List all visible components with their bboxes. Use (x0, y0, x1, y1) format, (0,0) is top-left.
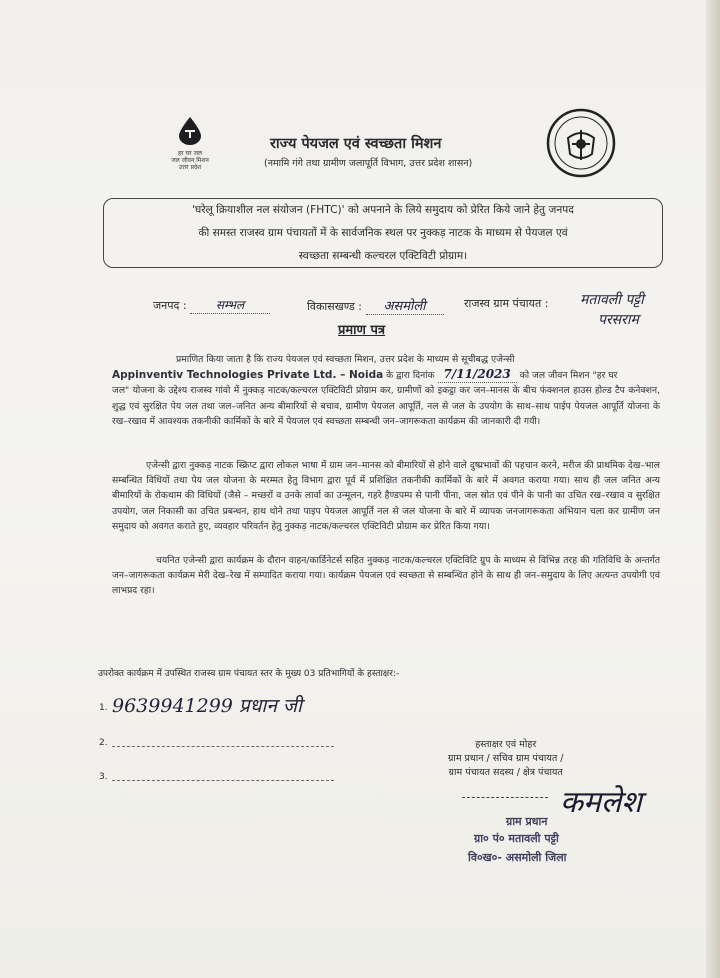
sign-designation-block (448, 738, 564, 780)
paragraph-3: चयनित एजेन्सी द्वारा कार्यक्रम के दौरान वाहन/कार्डिनेटर्स सहित नुक्कड़ नाटक/कल्चरल एक्टिविटि ग्रुप के माध्यम से विभिन्न तरह की गतिविधि के अन्तर्गत जन–जागरूकता कार्यक्रम मेरी देख–रेख में सम्पादित कराया गया। कार्यक्रम पेयजल एवं स्वच्छता से सम्बन्धित होने के साथ ही जन–समुदाय के लिए अत्यन्त उपयोगी एवं लाभप्रद रहा। (112, 555, 660, 597)
signature-2-line (112, 746, 334, 747)
panchayat-field (464, 296, 548, 311)
paragraph-1 (112, 352, 660, 429)
para1-line1: प्रमाणित किया जाता है कि राज्य पेयजल एवं स्वच्छता मिशन, उत्तर प्रदेश के माध्यम से सूचीबद्ध एजेन्सी (176, 354, 515, 365)
program-line-1: 'घरेलू क्रियाशील नल संयोजन (FHTC)' को अपनाने के लिये समुदाय को प्रेरित किये जाने हेतु जनपद (192, 204, 574, 216)
after-date-text: को जल जीवन मिशन "हर घर (519, 370, 618, 382)
date-prefix: के द्वारा दिनांक (386, 370, 435, 382)
vikaskhand-label: विकासखण्ड : (307, 300, 363, 313)
program-date: 7/11/2023 (438, 367, 517, 383)
program-title-box (103, 198, 663, 268)
signature-1: 9639941299 प्रधान जी (112, 695, 302, 717)
janpad-field (153, 296, 270, 314)
signature-3-line (112, 780, 334, 781)
vikaskhand-field (307, 296, 444, 315)
panchayat-label: राजस्व ग्राम पंचायत : (464, 297, 549, 310)
mission-subtitle: (नमामि गंगे तथा ग्रामीण जलापूर्ति विभाग, उत्तर प्रदेश शासन) (264, 158, 473, 169)
vikaskhand-value: असमोली (366, 296, 444, 315)
designation-line-2: ग्राम पंचायत सदस्य / क्षेत्र पंचायत (448, 767, 563, 778)
sign-and-seal-label: हस्ताक्षर एवं मोहर (475, 739, 537, 750)
stamp-pradhan: ग्राम प्रधान (506, 815, 548, 828)
jal-jeevan-mission-logo (158, 116, 222, 171)
program-line-2: की समस्त राजस्व ग्राम पंचायतों में के सार्वजनिक स्थल पर नुक्कड़ नाटक के माध्यम से पेयजल एवं (198, 227, 568, 239)
para1-rest: जल" योजना के उद्देश्य राजस्व गांवो में नुक्कड़ नाटक/कल्चरल एक्टिविटी प्रोग्राम कर, ग्रामीणों को इकट्ठा कर जन–मानस के बीच फंक्शनल हाउस होल्ड टैप कनेक्शन, शुद्ध एवं सुरक्षित पेय जल तथा जल–जनित अन्य बीमारियों से बचाव, ग्रामीण पेयजल आपूर्ति, नल से जल के उपयोग के साथ–साथ पाईप पेयजल आपूर्ति योजना के रख–रखाव में आवश्यक तकनीकी कार्मिकों के बारे में पेयजल एवं स्वच्छता सम्बन्धी जन–जागरूकता कार्यक्रम की जानकारी दी गयी। (112, 385, 660, 427)
signature-1-number: 1. (99, 703, 108, 713)
paper-edge (706, 0, 720, 978)
panchayat-value-line2: परसराम (598, 312, 639, 328)
logo-text: हर घर जल जल जीवन मिशन उत्तर प्रदेश (171, 150, 209, 171)
water-drop-icon (176, 116, 204, 146)
pradhan-signature: कमलेश (560, 785, 642, 820)
signature-3-number: 3. (99, 772, 108, 782)
sign-line (462, 797, 548, 798)
paragraph-2: एजेन्सी द्वारा नुक्कड़ नाटक स्क्रिप्ट द्वारा लोकल भाषा में ग्राम जन–मानस को बीमारियों से होने वाले दुष्प्रभावों की पहचान करने, मरीज की प्राथमिक देख–भाल सम्बन्धित विधियों तथा पेय जल योजना के मरम्मत हेतु विभाग द्वारा पूर्व में प्रशिक्षित तकनीकी कार्मिकों के बारे में अवगत कराया गया। साथ ही जल जनित अन्य बीमारियों के रोकथाम की विधियों (जैसे – मच्छरों व उनके लार्वा का उन्मूलन, गहरे हैण्डपम्प से पानी पीना, जल स्रोत एवं पीने के पानी का उचित रख–रखाव व सुरक्षित उपयोग, जल निकासी का उचित प्रबन्धन, हाथ धोने तथा पाइप पेयजल आपूर्ति नल से जल योजना के बारे में व्यापक जनजागरूकता अभियान चला कर ग्रामीण जन समुदाय को अवगत कराते हुए, व्यवहार परिवर्तन हेतु नुक्कड़ नाटक/कल्चरल एक्टिविटी प्रोग्राम कर प्रेरित किया गया। (112, 460, 660, 532)
up-state-emblem-icon (546, 108, 616, 178)
program-line-3: स्वच्छता सम्बन्धी कल्चरल एक्टिविटी प्रोग्राम। (298, 250, 468, 262)
agency-name: Appinventiv Technologies Private Ltd. – Noida (112, 369, 384, 382)
stamp-block: वि०ख०- असमोली जिला (468, 851, 567, 864)
janpad-value: सम्भल (190, 296, 270, 314)
certificate-title: प्रमाण पत्र (338, 323, 386, 338)
mission-title: राज्य पेयजल एवं स्वच्छता मिशन (270, 136, 442, 152)
para1-line2 (112, 367, 660, 383)
stamp-panchayat: ग्रा० पं० मतावली पट्टी (474, 832, 559, 845)
designation-line-1: ग्राम प्रधान / सचिव ग्राम पंचायत / (448, 753, 564, 764)
signature-2-number: 2. (99, 738, 108, 748)
janpad-label: जनपद : (153, 299, 187, 312)
panchayat-value: मतावली पट्टी (580, 292, 644, 308)
participants-intro: उपरोक्त कार्यक्रम में उपस्थित राजस्व ग्राम पंचायत स्तर के मुख्य 03 प्रतिभागियों के हस्ताक्षर:- (98, 669, 400, 679)
